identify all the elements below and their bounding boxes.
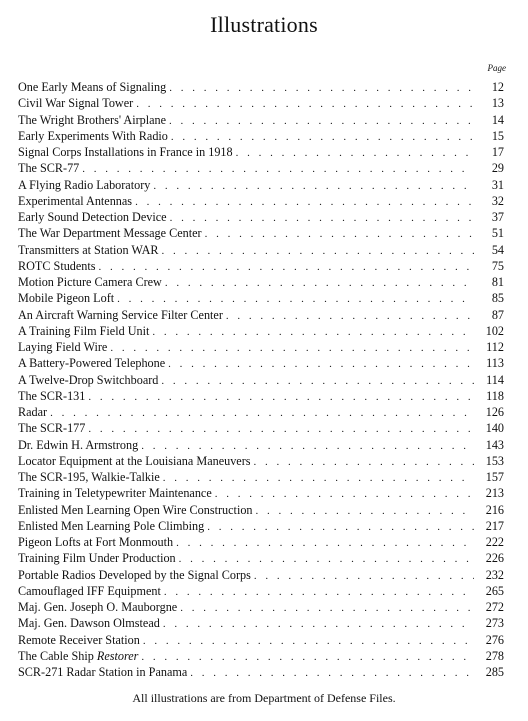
illustration-title: Civil War Signal Tower [18, 96, 134, 111]
list-item [18, 404, 504, 420]
page-number: 285 [485, 665, 504, 679]
dot-leader [88, 421, 474, 437]
list-item [18, 355, 504, 371]
dot-leader [165, 275, 474, 291]
page-number: 85 [491, 291, 504, 306]
illustration-title: Training in Teletypewriter Maintenance [18, 486, 212, 501]
list-item [18, 193, 504, 209]
page-number: 102 [485, 323, 504, 338]
list-item [18, 79, 504, 95]
illustration-title: Pigeon Lofts at Fort Monmouth [18, 535, 174, 549]
list-item [18, 567, 504, 583]
dot-leader [256, 503, 474, 519]
illustration-title: Radar [18, 405, 48, 419]
list-item [18, 648, 504, 664]
dot-leader [169, 80, 474, 96]
page-number: 15 [491, 128, 504, 143]
illustrations-list [18, 79, 504, 680]
list-item [18, 144, 504, 160]
dot-leader [254, 454, 474, 470]
dot-leader [163, 470, 474, 486]
illustration-title: SCR-271 Radar Station in Panama [18, 665, 188, 679]
dot-leader [153, 178, 474, 194]
dot-leader [136, 96, 474, 112]
page-number: 37 [491, 210, 504, 224]
dot-leader [135, 194, 474, 210]
list-item [18, 469, 504, 485]
dot-leader [161, 373, 474, 389]
dot-leader [236, 145, 474, 161]
illustration-title: Motion Picture Camera Crew [18, 275, 162, 289]
dot-leader [226, 308, 474, 324]
illustration-title: Transmitters at Station WAR [18, 242, 159, 257]
list-item [18, 420, 504, 436]
dot-leader [171, 129, 474, 145]
page-number: 29 [491, 161, 504, 176]
list-item [18, 177, 504, 193]
illustration-title: Enlisted Men Learning Open Wire Construction [18, 502, 253, 517]
dot-leader [176, 535, 474, 551]
illustration-title: Maj. Gen. Joseph O. Mauborgne [18, 600, 178, 614]
dot-leader [117, 291, 474, 307]
page-number: 87 [491, 307, 504, 322]
page-title: Illustrations [210, 12, 318, 37]
page-column-label: Page [487, 63, 506, 73]
list-item [18, 502, 504, 518]
page-number: 54 [491, 242, 504, 257]
list-item [18, 160, 504, 176]
page-number: 278 [485, 648, 504, 663]
illustration-title: A Flying Radio Laboratory [18, 177, 151, 192]
list-item [18, 388, 504, 404]
page-number: 216 [485, 502, 504, 517]
list-item [18, 112, 504, 128]
illustration-title: One Early Means of Signaling [18, 80, 167, 94]
illustration-title: A Battery-Powered Telephone [18, 356, 166, 371]
page-number: 143 [485, 437, 504, 452]
dot-leader [162, 243, 475, 259]
illustration-title: The SCR-195, Walkie-Talkie [18, 470, 160, 484]
illustration-title: Mobile Pigeon Loft [18, 291, 115, 306]
dot-leader [215, 486, 474, 502]
dot-leader [179, 551, 474, 567]
page-number: 157 [485, 470, 504, 484]
illustration-title: The SCR-177 [18, 421, 86, 436]
page-number: 81 [491, 275, 504, 289]
page-number: 75 [491, 258, 504, 273]
page-number: 12 [491, 80, 504, 94]
illustration-title: The SCR-77 [18, 161, 80, 176]
page-number: 32 [491, 193, 504, 208]
illustration-title: Early Sound Detection Device [18, 210, 167, 224]
list-item [18, 453, 504, 469]
page-number: 13 [491, 96, 504, 111]
page-number: 112 [486, 340, 504, 354]
footer-note: All illustrations are from Department of Defense Files. [132, 691, 396, 705]
illustration-title: The SCR-131 [18, 388, 86, 403]
dot-leader [50, 405, 474, 421]
page-number: 118 [486, 388, 504, 403]
dot-leader [152, 324, 474, 340]
illustration-title: The War Department Message Center [18, 226, 202, 241]
list-item [18, 632, 504, 648]
dot-leader [254, 568, 474, 584]
list-item [18, 372, 504, 388]
page-number: 226 [485, 551, 504, 566]
dot-leader [190, 665, 474, 681]
list-item [18, 225, 504, 241]
dot-leader [141, 649, 474, 665]
list-item [18, 307, 504, 323]
illustration-title: Early Experiments With Radio [18, 128, 168, 143]
illustration-title: The Cable Ship Restorer [18, 648, 139, 663]
page-number: 51 [491, 226, 504, 241]
illustration-title: Maj. Gen. Dawson Olmstead [18, 616, 160, 631]
list-item [18, 534, 504, 550]
list-item [18, 258, 504, 274]
list-item [18, 599, 504, 615]
page-number: 213 [485, 486, 504, 501]
list-item [18, 485, 504, 501]
illustration-title: Enlisted Men Learning Pole Climbing [18, 518, 205, 533]
dot-leader [168, 356, 474, 372]
illustration-title: A Twelve-Drop Switchboard [18, 372, 159, 387]
illustration-title: ROTC Students [18, 258, 96, 273]
list-item [18, 339, 504, 355]
list-item [18, 323, 504, 339]
list-item [18, 209, 504, 225]
list-item [18, 437, 504, 453]
page-number: 232 [485, 567, 504, 582]
page-number: 14 [491, 112, 504, 127]
dot-leader [110, 340, 474, 356]
list-item [18, 615, 504, 631]
list-item [18, 242, 504, 258]
list-item [18, 290, 504, 306]
illustration-title: Training Film Under Production [18, 551, 176, 566]
illustration-title: Signal Corps Installations in France in 1918 [18, 145, 233, 159]
dot-leader [141, 438, 474, 454]
dot-leader [164, 584, 474, 600]
list-item [18, 550, 504, 566]
illustration-title: Laying Field Wire [18, 340, 108, 354]
page-number: 31 [491, 177, 504, 192]
page-number: 114 [486, 372, 504, 387]
dot-leader [88, 389, 474, 405]
dot-leader [170, 210, 474, 226]
dot-leader [82, 161, 474, 177]
list-item [18, 664, 504, 680]
list-item [18, 128, 504, 144]
page-number: 273 [485, 616, 504, 631]
page-number: 217 [485, 518, 504, 533]
illustration-title: Camouflaged IFF Equipment [18, 583, 161, 598]
dot-leader [143, 633, 474, 649]
page-number: 272 [485, 600, 504, 614]
dot-leader [180, 600, 474, 616]
page-number: 276 [485, 632, 504, 647]
list-item [18, 583, 504, 599]
illustration-title: The Wright Brothers' Airplane [18, 112, 167, 127]
dot-leader [205, 226, 474, 242]
illustration-title: A Training Film Field Unit [18, 323, 150, 338]
dot-leader [99, 259, 474, 275]
dot-leader [169, 113, 474, 129]
page-number: 153 [485, 453, 504, 468]
illustration-title: An Aircraft Warning Service Filter Center [18, 307, 223, 322]
list-item [18, 518, 504, 534]
dot-leader [163, 616, 474, 632]
page-number: 222 [485, 535, 504, 549]
page-number: 126 [485, 405, 504, 419]
dot-leader [207, 519, 474, 535]
list-item [18, 274, 504, 290]
illustration-title: Remote Receiver Station [18, 632, 140, 647]
illustration-title: Dr. Edwin H. Armstrong [18, 437, 139, 452]
page-number: 113 [486, 356, 504, 371]
illustration-title: Portable Radios Developed by the Signal Corps [18, 567, 251, 582]
page-number: 17 [491, 145, 504, 159]
list-item [18, 95, 504, 111]
illustration-title: Experimental Antennas [18, 193, 133, 208]
illustration-title: Locator Equipment at the Louisiana Maneuvers [18, 453, 251, 468]
page-number: 140 [485, 421, 504, 436]
page-number: 265 [485, 583, 504, 598]
